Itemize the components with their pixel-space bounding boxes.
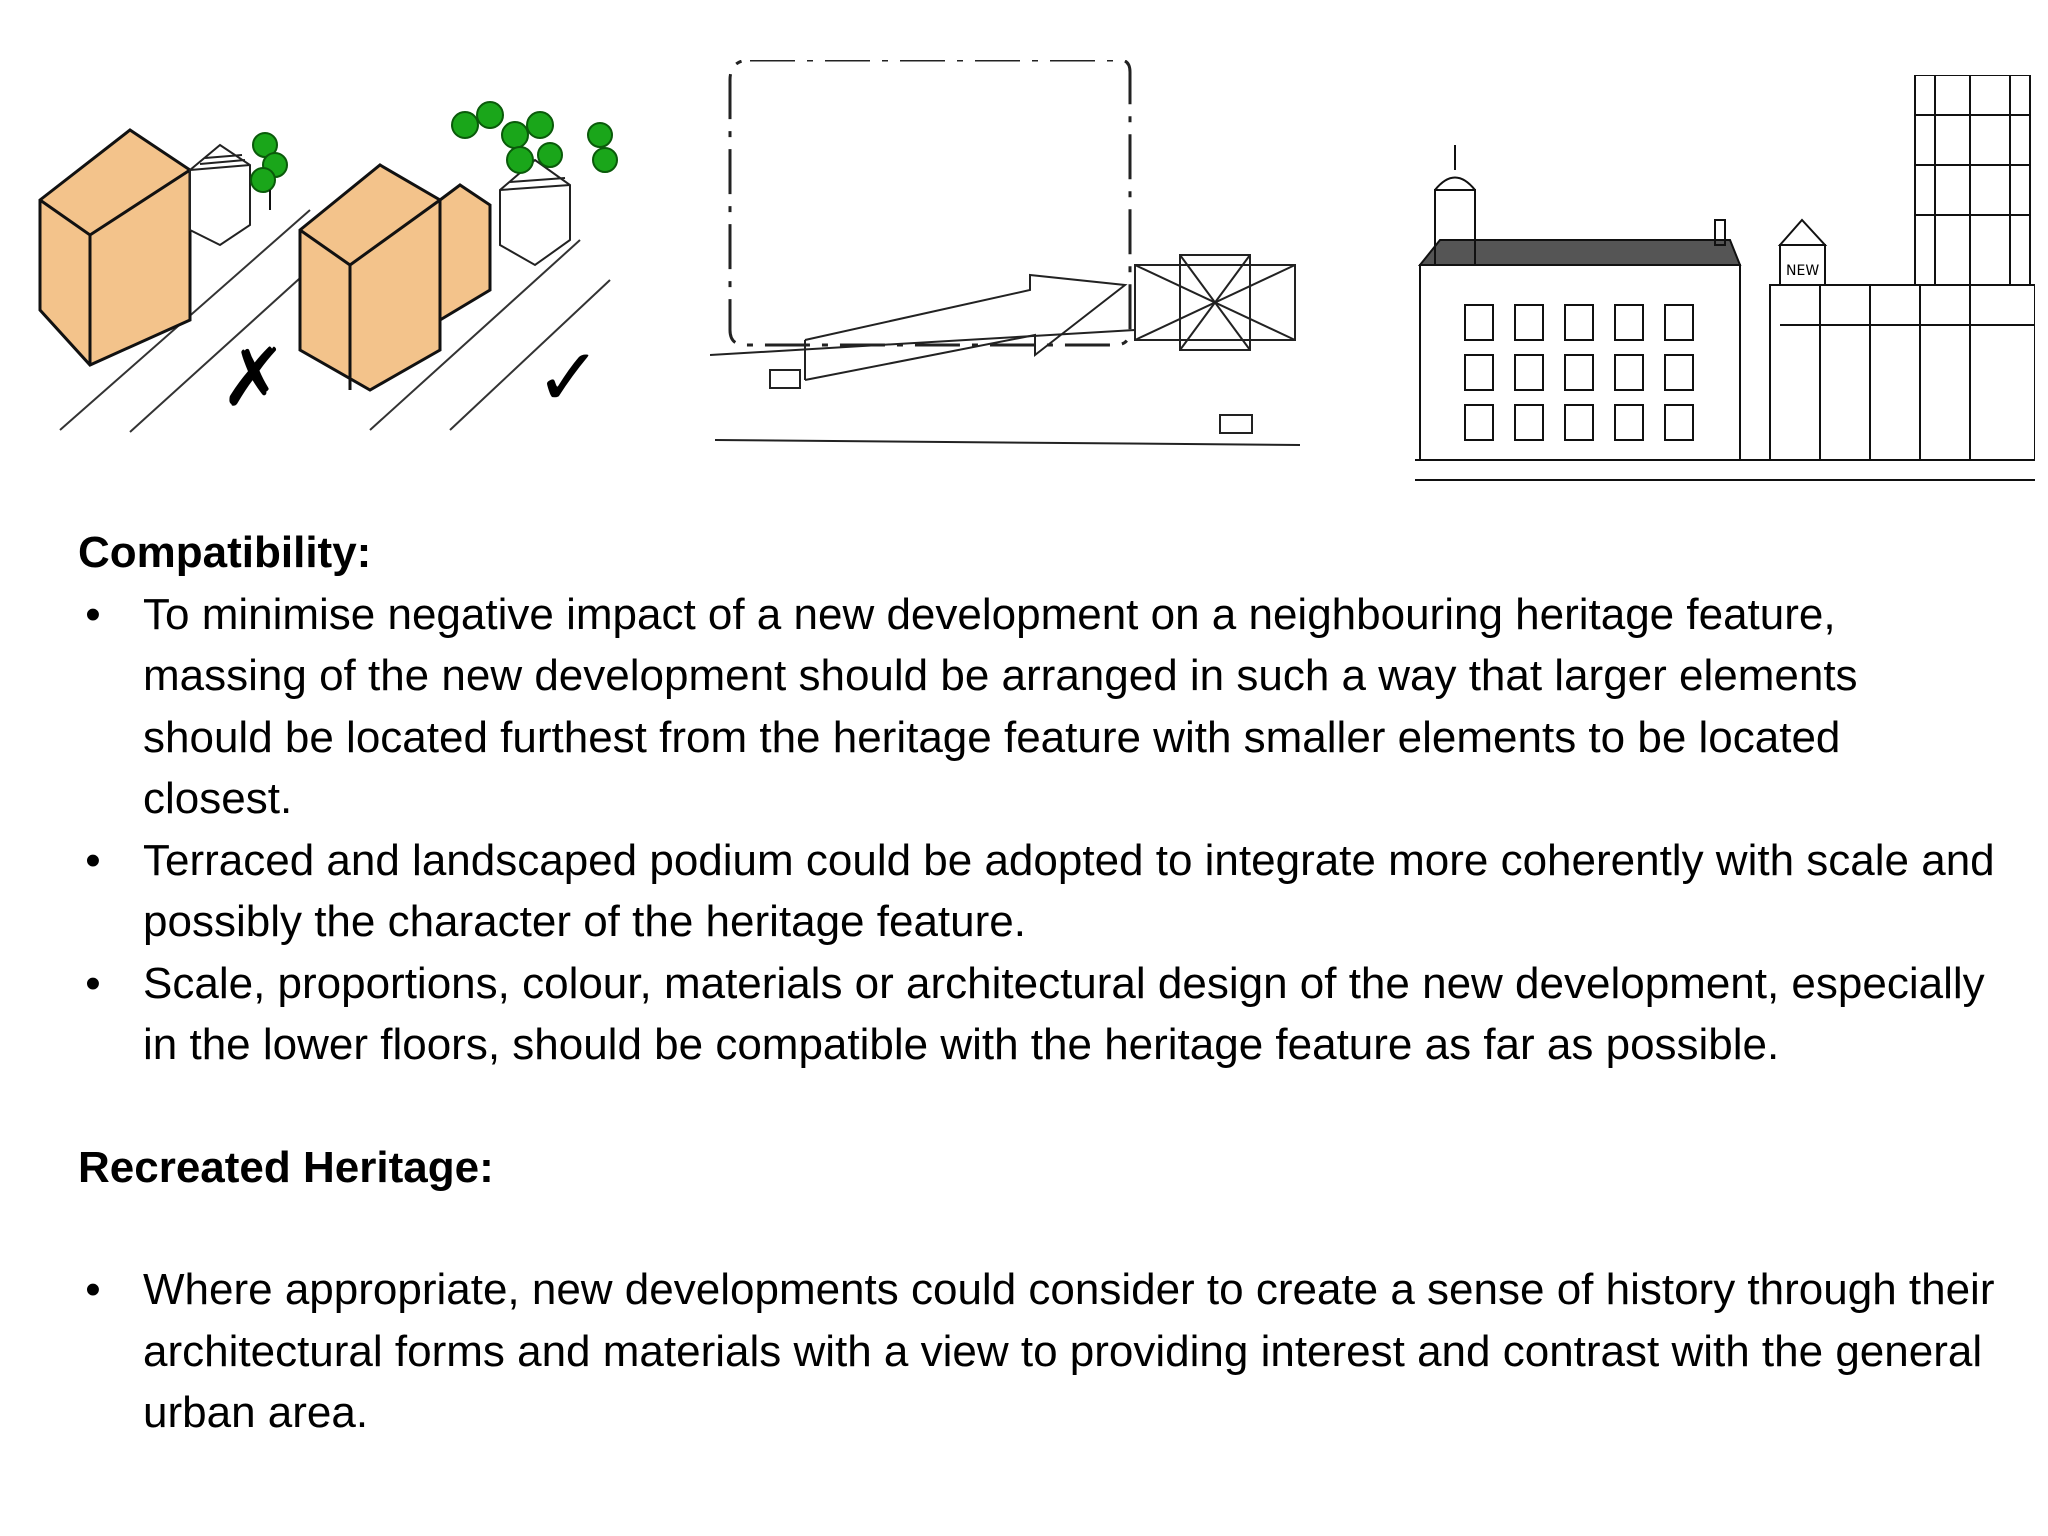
heritage-pavilion bbox=[1135, 255, 1295, 350]
car-icons bbox=[770, 370, 1252, 433]
massing-illustration bbox=[20, 60, 640, 445]
bullet-text: To minimise negative impact of a new development on a neighbouring heritage feature, massing of the new development should be arranged in such a way that larger elements should be located furthest from the heritage feature with smaller elements to be located closest. bbox=[143, 589, 1858, 823]
large-building-right bbox=[300, 165, 490, 390]
heritage-windows bbox=[1465, 305, 1693, 440]
content-text bbox=[78, 522, 1998, 1444]
new-sign-label: NEW bbox=[1786, 263, 1820, 279]
list-item bbox=[78, 584, 1998, 830]
bullet-marker: • bbox=[85, 958, 101, 1008]
bullet-marker: • bbox=[85, 589, 101, 639]
spacer bbox=[78, 1076, 1998, 1137]
heritage-house-right bbox=[500, 160, 570, 265]
wrong-mark-icon: ✗ bbox=[220, 331, 288, 424]
recreated-heritage-list bbox=[78, 1259, 1998, 1444]
large-building-left bbox=[40, 130, 190, 365]
trees-left bbox=[251, 133, 287, 210]
street-elevation-illustration bbox=[1410, 75, 2035, 485]
bullet-text: Terraced and landscaped podium could be adopted to integrate more coherently with scale and possibly the character of the heritage feature. bbox=[143, 835, 1995, 946]
bullet-marker: • bbox=[85, 1265, 101, 1314]
view-corridor-illustration bbox=[710, 60, 1315, 450]
view-arrow bbox=[805, 275, 1125, 380]
compatibility-heading: Compatibility: bbox=[78, 528, 372, 577]
list-item bbox=[78, 1259, 1998, 1444]
illustrations-row bbox=[0, 0, 2048, 500]
compatibility-list bbox=[78, 584, 1998, 1076]
dashed-envelope bbox=[730, 60, 1130, 345]
recreated-heritage-heading: Recreated Heritage: bbox=[78, 1142, 494, 1192]
check-mark-icon: ✓ bbox=[535, 331, 603, 424]
heritage-building-elevation bbox=[1420, 145, 1740, 460]
list-item bbox=[78, 830, 1998, 953]
bullet-text: Scale, proportions, colour, materials or architectural design of the new development, especially in the lower floors, should be compatible with the heritage feature as far as possible. bbox=[143, 958, 1985, 1069]
bullet-marker: • bbox=[85, 835, 101, 885]
bullet-text: Where appropriate, new developments could consider to create a sense of history through their architectural forms and materials with a view to providing interest and contrast with the general urban area. bbox=[143, 1265, 1995, 1437]
list-item bbox=[78, 953, 1998, 1076]
spacer bbox=[78, 1198, 1998, 1259]
heritage-house-left bbox=[190, 145, 250, 245]
